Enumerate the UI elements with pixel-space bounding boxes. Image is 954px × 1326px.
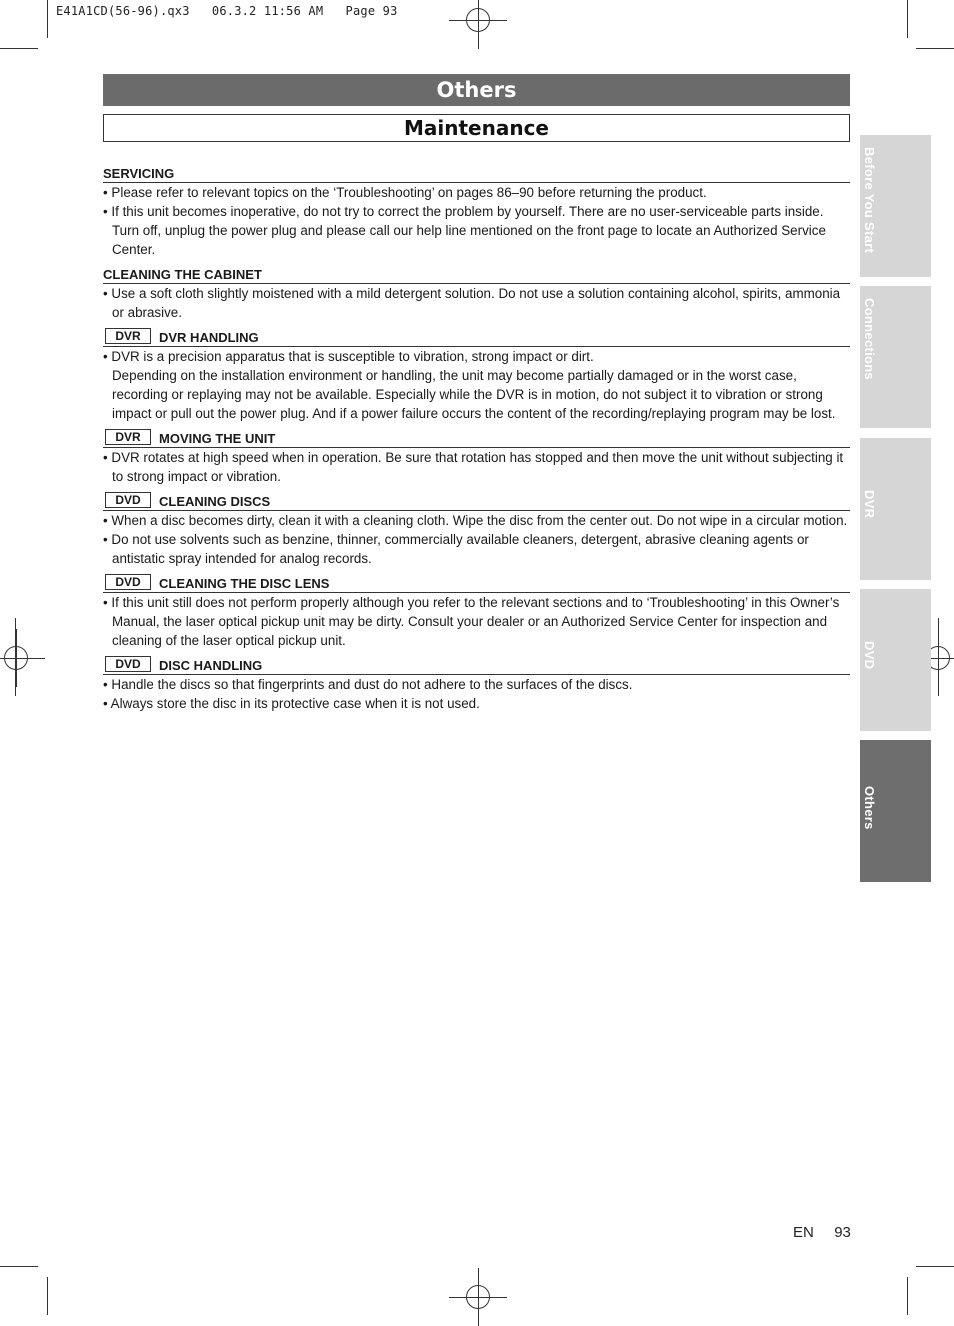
- side-tab-connections[interactable]: [860, 286, 931, 428]
- crop-mark: [47, 1277, 48, 1315]
- list-item: • If this unit becomes inoperative, do not try to correct the problem by yourself. There are no user-serviceable parts inside. Turn off, unplug the power plug and please call our help line mentioned on the front page to locate an Authorized Service Center.: [103, 204, 826, 257]
- crop-mark: [916, 48, 954, 49]
- crop-mark: [907, 1277, 908, 1315]
- section-heading: [103, 657, 850, 675]
- paragraph: Depending on the installation environment or handling, the unit may become partially damaged or in the worst case, recording or replaying may not be available. Especially while the DVR is in motion, do not subject it to vibration or strong impact or pull out the power plug. And if a power failure occurs the content of the recording/replaying program may be lost.: [112, 368, 836, 421]
- side-tab-label: Connections: [862, 298, 877, 381]
- side-tab-label: Others: [862, 786, 877, 830]
- list-item: • Do not use solvents such as benzine, thinner, commercially available cleaners, detergent, abrasive cleaning agents or antistatic spray intended for analog records.: [103, 532, 809, 566]
- heading-text: DISC HANDLING: [159, 658, 263, 673]
- dvr-badge: DVR: [105, 429, 151, 445]
- section-heading: [103, 575, 850, 593]
- side-tab-label: DVR: [862, 490, 877, 519]
- page-number: [793, 1224, 851, 1241]
- side-tab-dvd[interactable]: [860, 589, 931, 731]
- section-heading: [103, 329, 850, 347]
- maintenance-content: [103, 165, 850, 713]
- dvr-badge: DVR: [105, 328, 151, 344]
- side-tab-others[interactable]: [860, 740, 931, 882]
- section-heading: [103, 165, 850, 183]
- side-tab-dvr[interactable]: [860, 438, 931, 580]
- heading-text: DVR HANDLING: [159, 330, 259, 345]
- dvd-badge: DVD: [105, 656, 151, 672]
- heading-text: SERVICING: [103, 166, 175, 181]
- crop-mark: [0, 1266, 38, 1267]
- registration-mark-icon: [4, 646, 28, 670]
- list-item: • Use a soft cloth slightly moistened with a mild detergent solution. Do not use a solution containing alcohol, spirits, ammonia or abrasive.: [103, 286, 841, 320]
- registration-mark-icon: [466, 8, 490, 32]
- page-number-value: 93: [834, 1224, 851, 1241]
- list-item: • DVR is a precision apparatus that is susceptible to vibration, strong impact or dirt.: [103, 349, 594, 364]
- registration-mark-icon: [466, 1285, 490, 1309]
- heading-text: CLEANING THE DISC LENS: [159, 576, 330, 591]
- language-code: EN: [793, 1224, 814, 1241]
- list-item: • Always store the disc in its protective case when it is not used.: [103, 696, 480, 711]
- side-tab-label: DVD: [862, 641, 877, 670]
- list-item: • DVR rotates at high speed when in operation. Be sure that rotation has stopped and then move the unit without subjecting it to strong impact or vibration.: [103, 450, 844, 484]
- crop-mark: [916, 1266, 954, 1267]
- side-tab-label: Before You Start: [862, 147, 877, 254]
- heading-text: CLEANING DISCS: [159, 494, 271, 509]
- section-heading: [103, 430, 850, 448]
- list-item: • If this unit still does not perform properly although you refer to the relevant sections and to ‘Troubleshooting’ in this Owner’s Manual, the laser optical pickup unit may be dirty. Consult your dealer or an Authorized Service Center for inspection and cleaning of the laser optical pickup unit.: [103, 595, 840, 648]
- section-heading: [103, 493, 850, 511]
- side-tab-before-you-start[interactable]: [860, 135, 931, 277]
- list-item: • When a disc becomes dirty, clean it with a cleaning cloth. Wipe the disc from the center out. Do not wipe in a circular motion.: [103, 513, 848, 528]
- dvd-badge: DVD: [105, 492, 151, 508]
- section-banner: Others: [103, 74, 850, 106]
- heading-text: MOVING THE UNIT: [159, 431, 276, 446]
- page-title: Maintenance: [103, 114, 850, 142]
- crop-mark: [907, 0, 908, 38]
- crop-mark: [0, 48, 38, 49]
- section-heading: [103, 266, 850, 284]
- print-header: E41A1CD(56-96).qx3 06.3.2 11:56 AM Page 93: [56, 4, 398, 18]
- list-item: • Handle the discs so that fingerprints and dust do not adhere to the surfaces of the discs.: [103, 677, 633, 692]
- dvd-badge: DVD: [105, 574, 151, 590]
- crop-mark: [47, 0, 48, 38]
- list-item: • Please refer to relevant topics on the ‘Troubleshooting’ on pages 86–90 before returning the product.: [103, 185, 707, 200]
- heading-text: CLEANING THE CABINET: [103, 267, 262, 282]
